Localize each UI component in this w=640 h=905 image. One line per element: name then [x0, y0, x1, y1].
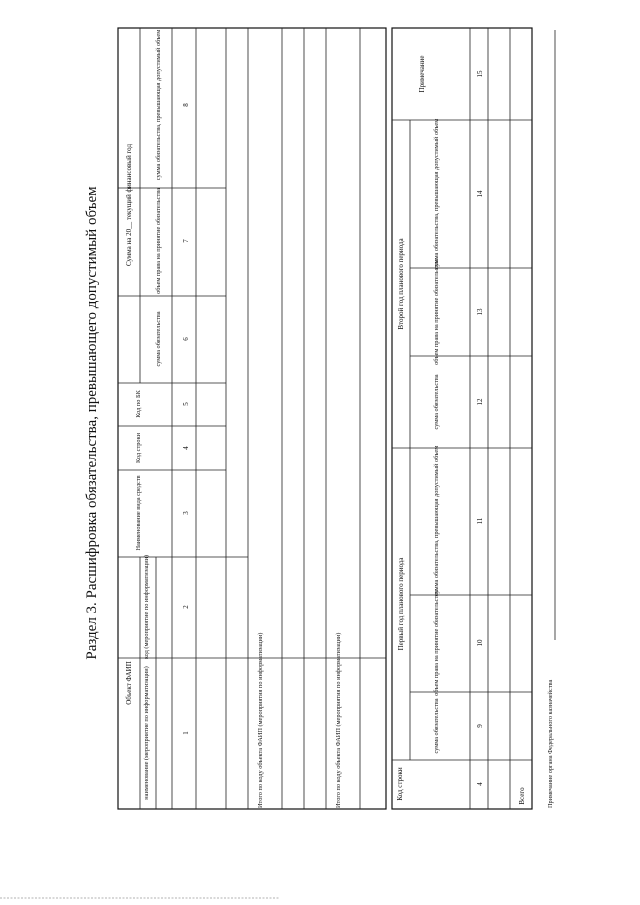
lower-num-13: 13: [476, 308, 484, 316]
col-right-label: объем права на принятие обязательства: [155, 188, 162, 294]
col-num-4: 4: [182, 446, 190, 450]
lower-row-code: 4: [476, 782, 484, 786]
lower-excess-1: сумма обязательства, превышающая допустимый объем: [433, 445, 440, 597]
lower-right-2: объем права на принятие обязательства: [433, 259, 440, 365]
lower-right-1: объем права на принятие обязательства: [433, 590, 440, 696]
lower-num-9: 9: [476, 724, 484, 728]
col-num-3: 3: [182, 511, 190, 515]
col-name-label: наименование (мероприятие по информатизации): [143, 666, 150, 800]
lower-total-label: Всего: [518, 787, 526, 805]
lower-sum-2: сумма обязательства: [433, 374, 440, 430]
col-num-7: 7: [182, 239, 190, 243]
col-code-label: код (мероприятие по информатизации): [143, 554, 150, 660]
year-header-label: Сумма на 20__ текущий финансовый год: [125, 143, 133, 267]
col-bk-label: Код по БК: [135, 390, 142, 418]
object-faip-label: Объект ФАИП: [125, 661, 133, 705]
col-num-2: 2: [182, 605, 190, 609]
col-line-label: Код строки: [135, 433, 142, 463]
upper-table: [118, 28, 386, 809]
second-year-label: Второй год планового периода: [397, 238, 405, 330]
lower-num-15: 15: [476, 70, 484, 78]
first-year-label: Первый год планового периода: [397, 557, 405, 651]
col-sum-label: сумма обязательства: [155, 311, 162, 367]
col-num-8: 8: [182, 103, 190, 107]
col-num-1: 1: [182, 731, 190, 735]
lower-num-10: 10: [476, 639, 484, 647]
lower-num-11: 11: [476, 517, 484, 525]
lower-col-line-label: Код строки: [396, 767, 404, 801]
col-num-6: 6: [182, 337, 190, 341]
col-num-5: 5: [182, 402, 190, 406]
lower-num-12: 12: [476, 398, 484, 406]
total-object-label: Итого по коду объекта ФАИП (мероприятия по информатизации): [335, 632, 342, 808]
lower-num-14: 14: [476, 190, 484, 198]
section-title: Раздел 3. Расшифровка обязательства, превышающего допустимый объем: [84, 186, 100, 660]
total-code-label: Итого по коду объекта ФАИП (мероприятия по информатизации): [257, 632, 264, 808]
col-excess-label: сумма обязательства, превышающая допустимый объем: [155, 29, 162, 181]
lower-sum-1: сумма обязательства: [433, 698, 440, 754]
note-label: Примечание: [418, 55, 426, 93]
footer-note: Примечание органа Федерального казначейства: [547, 679, 554, 808]
lower-excess-2: сумма обязательства, превышающая допустимый объем: [433, 118, 440, 270]
lower-table: [392, 28, 532, 809]
col-funds-label: Наименование вида средств: [135, 475, 142, 551]
